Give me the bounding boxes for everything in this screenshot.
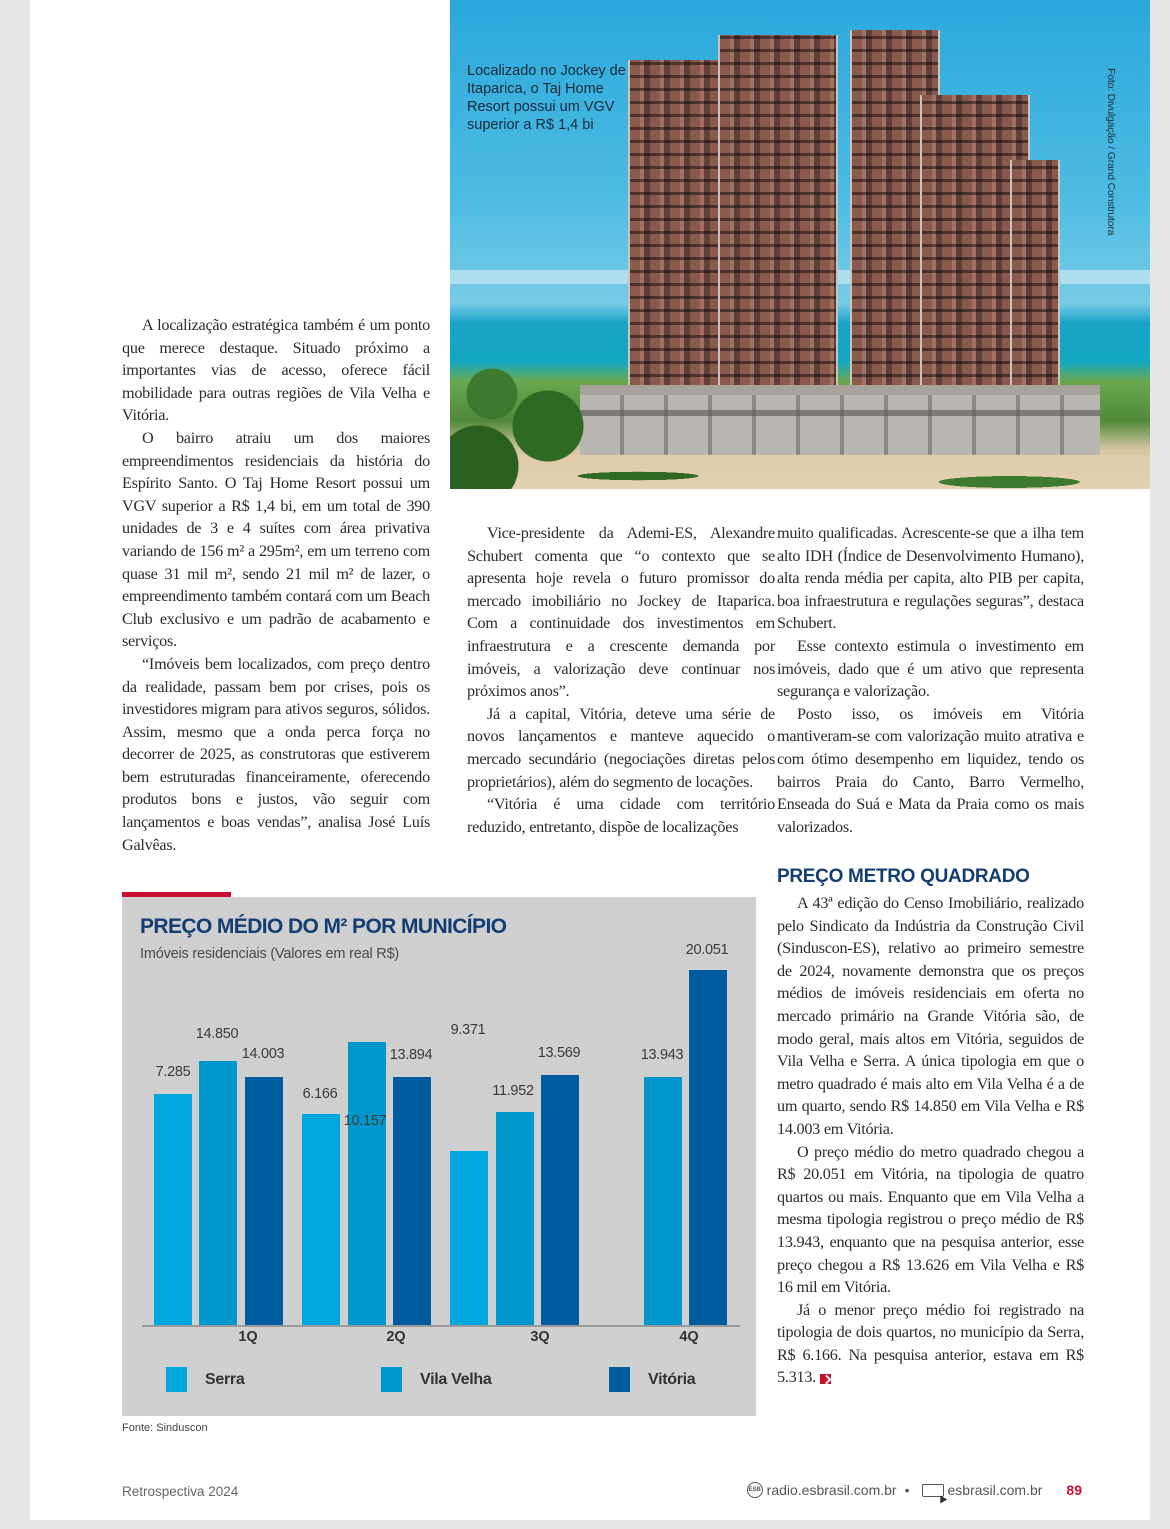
x-tick-label: 2Q [386,1329,406,1345]
chart-x-axis [142,1325,740,1327]
tower-far-right [1010,160,1060,390]
legend-item-vitoria [609,1367,695,1392]
bar-vitoria-3q [541,1075,579,1325]
bar-label: 6.166 [302,1086,338,1102]
radio-esb-icon: ESB [747,1482,763,1498]
publication-name: Retrospectiva 2024 [122,1484,239,1499]
magazine-page [30,0,1150,1520]
paragraph: “Imóveis bem localizados, com preço dentro da realidade, passam bem por crises, pois os investidores migram para ativos seguros, sólidos. Assim, mesmo que a onda perca força no decorrer de 2025, as construtoras que estiverem bem estruturadas financeiramente, oferecendo produtos bons e justos, vão seguir com lançamentos e boas vendas”, analisa José Luís Galvêas. [122,654,430,854]
paragraph: “Vitória é uma cidade com território reduzido, entretanto, dispõe de localizações [467,795,775,836]
section-heading: PREÇO METRO QUADRADO [777,866,1030,887]
article-end-icon [820,1374,831,1384]
chart-plot-area [142,897,742,1325]
paragraph: Posto isso, os imóveis em Vitória mantiveram-se com valorização muito atrativa e com ótimo desempenho em liquidez, tendo os bairros Praia do Canto, Barro Vermelho, Enseada do Suá e Mata da Praia como os mais valorizados. [777,704,1084,836]
bar-vilavelha-3q [496,1112,534,1325]
paragraph: Esse contexto estimula o investimento em imóveis, dado que é um ativo que representa segurança e valorização. [777,636,1084,701]
bar-vitoria-4q [689,970,727,1325]
x-tick-label: 3Q [530,1329,550,1345]
paragraph: A localização estratégica também é um ponto que merece destaque. Situado próximo a importantes vias de acesso, oferece fácil mobilidade para outras regiões de Vila Velha e Vitória. [122,316,430,425]
bar-vitoria-2q [393,1077,431,1325]
paragraph: muito qualificadas. Acrescente-se que a ilha tem alto IDH (Índice de Desenvolvimento Humano), alta renda média per capita, alto PIB per capita, boa infraestrutura e regulações seguras”, destaca Schubert. [777,524,1084,633]
bar-label: 13.894 [389,1047,433,1063]
legend-item-vila-velha [381,1367,491,1392]
palm-trees-bottom [510,440,1150,489]
photo-credit: Foto: Divulgação / Grand Construtora [1105,68,1117,236]
tower-center-left [718,35,838,390]
photo-caption: Localizado no Jockey de Itaparica, o Taj Home Resort possui um VGV superior a R$ 1,4 bi [467,63,626,133]
paragraph: A 43ª edição do Censo Imobiliário, realizado pelo Sindicato da Indústria da Construção Civil (Sinduscon-ES), relativo ao primeiro semestre de 2024, novamente demonstra que os preços médios de imóveis residenciais em oferta no mercado primário na Grande Vitória são, de modo geral, mais altos em Vitória, seguidos de Vila Velha e Serra. A única tipologia em que o metro quadrado é mais alto em Vila Velha é a de um quarto, sendo R$ 14.850 em Vila Velha e R$ 14.003 em Vitória. [777,894,1084,1138]
paragraph: Vice-presidente da Ademi-ES, Alexandre Schubert comenta que “o contexto que se apresenta hoje revela o futuro promissor do mercado imobiliário no Jockey de Itaparica. Com a continuidade dos investimentos em infraestrutura e a crescente demanda por imóveis, a valorização deve continuar nos próximos anos”. [467,524,775,701]
legend-label: Serra [205,1370,245,1388]
legend-swatch-icon [381,1367,402,1392]
paragraph: O preço médio do metro quadrado chegou a R$ 20.051 em Vitória, na tipologia de quatro quartos ou mais. Enquanto que em Vila Velha a mesma tipologia registrou o preço médio de R$ 13.943, enquanto que na pesquisa anterior, esse preço chegou a R$ 13.626 em Vila Velha e R$ 16 mil em Vitória. [777,1142,1084,1297]
paragraph: O bairro atraiu um dos maiores empreendimentos residenciais da história do Espírito Santo. O Taj Home Resort possui um VGV superior a R$ 1,4 bi, em um total de 390 unidades de 3 e 4 suítes com área privativa variando de 156 m² a 295m², em um terreno com quase 31 mil m², sendo 21 mil m² de lazer, o empreendimento também contará com um Beach Club exclusivo e um padrão de acabamento e serviços. [122,428,430,651]
article-column-2 [467,522,775,838]
bar-chart [122,897,756,1416]
website-cursor-icon [922,1484,944,1497]
bar-label: 20.051 [685,942,729,958]
bar-label: 13.943 [640,1047,684,1063]
bar-label: 14.850 [195,1026,239,1042]
bar-vilavelha-2q [348,1042,386,1325]
x-tick-label: 4Q [679,1329,699,1345]
bar-label: 10.157 [343,1113,387,1129]
radio-site-link[interactable]: radio.esbrasil.com.br [766,1482,897,1498]
legend-swatch-icon [609,1367,630,1392]
bar-label: 7.285 [155,1064,191,1080]
building-photo [450,0,1150,489]
x-tick-label: 1Q [238,1329,258,1345]
bar-vilavelha-4q [644,1077,682,1325]
bar-label: 13.569 [537,1045,581,1061]
paragraph [777,1299,1084,1389]
site-link[interactable]: esbrasil.com.br [947,1482,1043,1498]
page-number: 89 [1066,1482,1082,1498]
chart-title: PREÇO MÉDIO DO M² POR MUNICÍPIO [140,915,507,938]
bar-vitoria-1q [245,1077,283,1325]
page-footer [747,1482,1082,1498]
chart-source: Fonte: Sinduscon [122,1422,208,1434]
legend-swatch-icon [166,1367,187,1392]
paragraph: Já a capital, Vitória, deteve uma série de novos lançamentos e manteve aquecido o mercado secundário (negociações diretas pelos proprietários), além do segmento de locações. [467,704,775,791]
legend-label: Vitória [648,1370,696,1388]
article-column-1 [122,314,430,856]
paragraph-text: Já o menor preço médio foi registrado na tipologia de dois quartos, no município da Serra, R$ 6.166. Na pesquisa anterior, estava em R$ 5.313. [777,1300,1084,1387]
bar-label: 11.952 [492,1083,534,1099]
chart-subtitle: Imóveis residenciais (Valores em real R$) [140,946,400,962]
bar-label: 9.371 [450,1022,486,1038]
podium-band [580,410,1100,416]
bar-serra-1q [154,1094,192,1325]
bar-label: 14.003 [241,1046,285,1062]
bar-serra-2q [302,1114,340,1325]
legend-label: Vila Velha [420,1370,492,1388]
bar-vilavelha-1q [199,1061,237,1325]
article-column-3 [777,522,1084,838]
legend-item-serra [166,1367,244,1392]
bar-serra-3q [450,1151,488,1325]
footer-separator: • [904,1482,910,1498]
article-column-3-section [777,892,1084,1389]
